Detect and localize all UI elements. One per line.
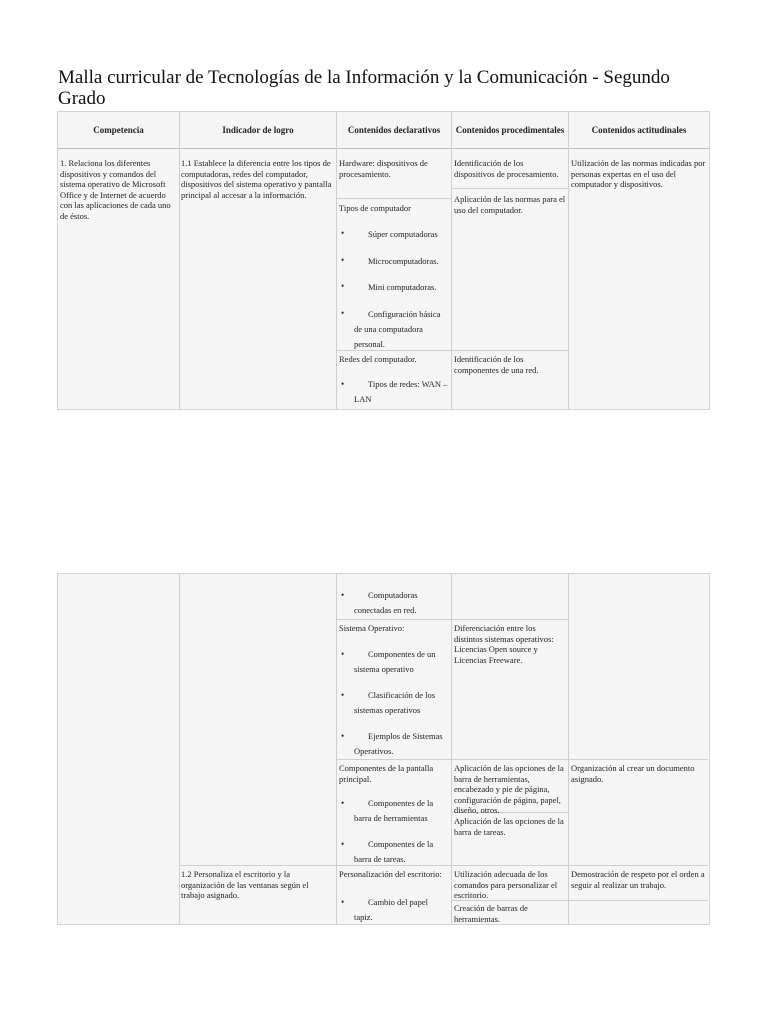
procedimental-text: Aplicación de las opciones de la barra de herramientas, encabezado y pie de página, configuración de página, papel, diseño, otros. bbox=[454, 763, 564, 815]
bullet-icon: • bbox=[341, 590, 345, 600]
list-item: Mini computadoras. bbox=[368, 282, 437, 292]
header-procedimentales: Contenidos procedimentales bbox=[455, 125, 565, 135]
list-item: Ejemplos de Sistemas Operativos. bbox=[354, 731, 443, 756]
indicador-cell: 1.2 Personaliza el escritorio y la organización de las ventanas según el trabajo asignado. bbox=[181, 869, 309, 900]
pantalla-title: Componentes de la pantalla principal. bbox=[339, 763, 434, 784]
procedimental-text: Identificación de los componentes de una red. bbox=[454, 354, 539, 375]
list-item: Computadoras conectadas en red. bbox=[354, 590, 418, 615]
page-title: Malla curricular de Tecnologías de la Información y la Comunicación - Segundo Grado bbox=[58, 67, 670, 109]
curriculum-table-2 bbox=[57, 573, 710, 925]
procedimental-text: Utilización adecuada de los comandos para personalizar el escritorio. bbox=[454, 869, 558, 900]
bullet-icon: • bbox=[341, 798, 345, 808]
header-indicador: Indicador de logro bbox=[222, 125, 294, 135]
list-item: Súper computadoras bbox=[368, 229, 438, 239]
bullet-icon: • bbox=[341, 649, 345, 659]
procedimental-text: Aplicación de las opciones de la barra de tareas. bbox=[454, 816, 564, 837]
list-item: Tipos de redes: WAN – LAN bbox=[354, 379, 448, 404]
list-item: Configuración básica de una computadora personal. bbox=[354, 309, 441, 349]
header-declarativos: Contenidos declarativos bbox=[347, 125, 441, 135]
competencia-cell: 1. Relaciona los diferentes dispositivos y comandos del sistema operativo de Microsoft Office y de Internet de acuerdo con las aplicaciones de cada uno de éstos. bbox=[60, 158, 171, 221]
bullet-icon: • bbox=[341, 308, 345, 318]
indicador-cell: 1.1 Establece la diferencia entre los tipos de computadoras, redes del computador, dispositivos del sistema operativo y pantalla principal al accesar a la información. bbox=[181, 158, 332, 200]
list-item: Microcomputadoras. bbox=[368, 256, 439, 266]
bullet-icon: • bbox=[341, 255, 345, 265]
so-title: Sistema Operativo: bbox=[339, 623, 405, 633]
redes-title: Redes del computador. bbox=[339, 354, 417, 364]
actitudinal-text: Demostración de respeto por el orden a seguir al realizar un trabajo. bbox=[571, 869, 705, 890]
bullet-icon: • bbox=[341, 731, 345, 741]
bullet-icon: • bbox=[341, 379, 345, 389]
bullet-icon: • bbox=[341, 839, 345, 849]
list-item: Componentes de la barra de herramientas bbox=[354, 798, 434, 823]
actitudinal-text: Utilización de las normas indicadas por personas expertas en el uso del computador y dispositivos. bbox=[571, 158, 706, 189]
bullet-icon: • bbox=[341, 228, 345, 238]
list-item: Componentes de la barra de tareas. bbox=[354, 839, 434, 864]
header-actitudinales: Contenidos actitudinales bbox=[591, 125, 687, 135]
list-item: Componentes de un sistema operativo bbox=[354, 649, 436, 674]
tipos-title: Tipos de computador bbox=[339, 203, 411, 213]
header-competencia: Competencia bbox=[93, 125, 144, 135]
procedimental-text: Creación de barras de herramientas. bbox=[454, 903, 528, 924]
bullet-icon: • bbox=[341, 281, 345, 291]
list-item: Cambio del papel tapiz. bbox=[354, 897, 428, 922]
hardware-text: Hardware: dispositivos de procesamiento. bbox=[339, 158, 428, 179]
curriculum-table-1 bbox=[57, 111, 710, 410]
bullet-icon: • bbox=[341, 690, 345, 700]
procedimental-text: Aplicación de las normas para el uso del computador. bbox=[454, 194, 566, 215]
list-item: Clasificación de los sistemas operativos bbox=[354, 690, 436, 715]
bullet-icon: • bbox=[341, 897, 345, 907]
escritorio-title: Personalización del escritorio: bbox=[339, 869, 442, 879]
procedimental-text: Identificación de los dispositivos de procesamiento. bbox=[454, 158, 559, 179]
actitudinal-text: Organización al crear un documento asignado. bbox=[571, 763, 695, 784]
procedimental-text: Diferenciación entre los distintos sistemas operativos: Licencias Open source y Licencias Freeware. bbox=[454, 623, 554, 665]
